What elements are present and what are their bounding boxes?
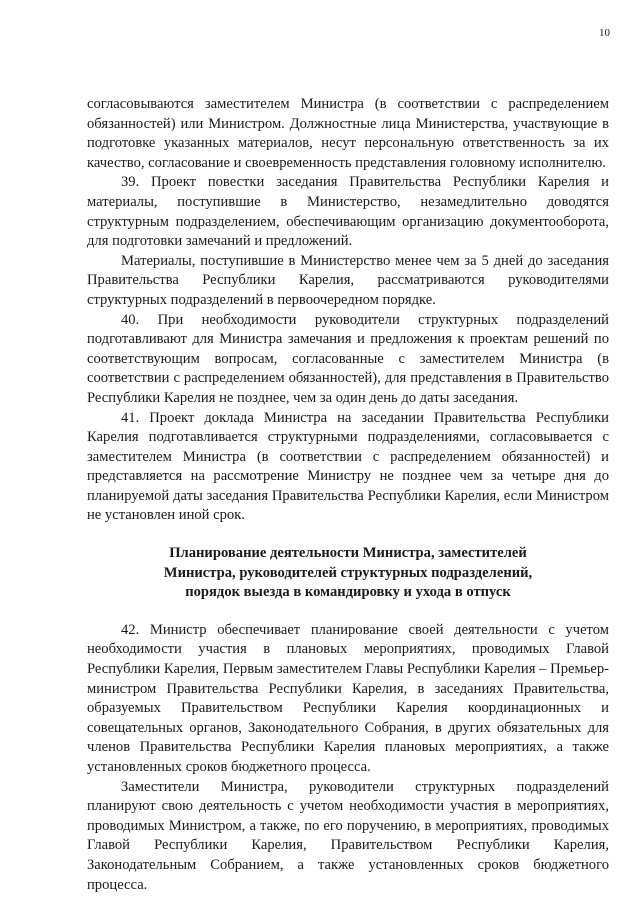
paragraph-item-39: 39. Проект повестки заседания Правительства Республики Карелия и материалы, поступившие в Министерство, незамедлительно доводятся структурным подразделением, обеспечивающим организацию документооборота, для подготовки замечаний и предложений. (87, 174, 609, 250)
paragraph-materials-5-days: Материалы, поступившие в Министерство менее чем за 5 дней до заседания Правительства Республики Карелия, рассматриваются руководителями структурных подразделений в первоочередном порядке. (87, 252, 609, 308)
paragraph-continuation: согласовываются заместителем Министра (в соответствии с распределением обязанностей) или Министром. Должностные лица Министерства, участвующие в подготовке указанных материалов, несут персональную ответственность за их качество, согласование и своевременность представления головному исполнителю. (87, 96, 609, 171)
section-heading-line: порядок выезда в командировку и ухода в отпуск (185, 584, 511, 601)
section-heading-line: Планирование деятельности Министра, заместителей (169, 545, 527, 562)
section-heading-line: Министра, руководителей структурных подразделений, (163, 564, 533, 581)
paragraph-item-40: 40. При необходимости руководители структурных подразделений подготавливают для Министра замечания и предложения к проектам решений по соответствующим вопросам, согласованные с заместителем Министра (в соответствии с распределением обязанностей), для представления в Правительство Республики Карелия не позднее, чем за один день до даты заседания. (87, 311, 609, 406)
document-body (87, 95, 609, 895)
paragraph-item-42: 42. Министр обеспечивает планирование своей деятельности с учетом необходимости участия в плановых мероприятиях, проводимых Главой Республики Карелия, Первым заместителем Главы Республики Карелия – Премьер-министром Правительства Республики Карелия, в заседаниях Правительства, образуемых Правительством Республики Карелия координационных и совещательных органов, Законодательного Собрания, в других обязательных для членов Правительства Республики Карелия плановых мероприятиях, а также установленных сроков бюджетного процесса. (87, 621, 609, 775)
page-number: 10 (599, 27, 610, 39)
paragraph-deputies-planning: Заместители Министра, руководители структурных подразделений планируют свою деятельность с учетом необходимости участия в мероприятиях, проводимых Министром, а также, по его поручению, в мероприятиях, проводимых Главой Республики Карелия, Правительством Республики Карелия, Законодательным Собранием, а также установленных сроков бюджетного процесса. (87, 778, 609, 893)
section-heading (87, 544, 609, 603)
paragraph-item-41: 41. Проект доклада Министра на заседании Правительства Республики Карелия подготавливается структурными подразделениями, согласовывается с заместителем Министра (в соответствии с распределением обязанностей) и представляется на рассмотрение Министру не позднее чем за четыре дня до планируемой даты заседания Правительства Республики Карелия, если Министром не установлен иной срок. (87, 409, 609, 524)
